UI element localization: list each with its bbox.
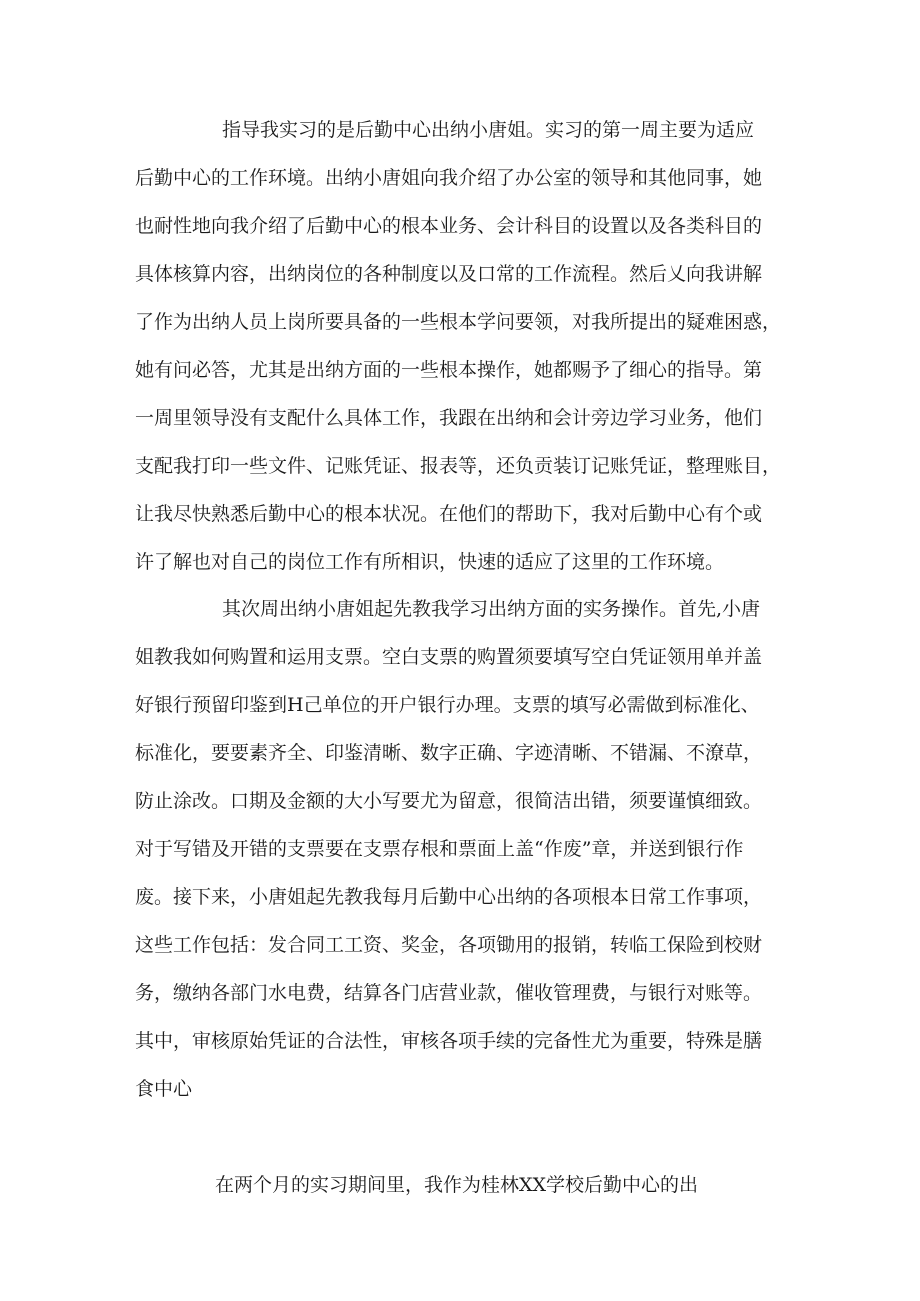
text-line: 废。接下来，小唐姐起先教我每月后勤中心出纳的各项根本日常工作事项， (135, 886, 763, 908)
text-line: 这些工作包括：发合同工工资、奖金，各项锄用的报销，转临工保险到校财 (135, 934, 763, 956)
text-line: 姐教我如何购置和运用支票。空白支票的购置须要填写空白凭证领用单并盖 (135, 646, 763, 668)
text-line: 务，缴纳各部门水电费，结算各门店营业款，催收管理费，与银行对账等。 (135, 982, 763, 1004)
text-line: 她有问必答，尤其是出纳方面的一些根本操作，她都赐予了细心的指导。第 (135, 359, 763, 381)
text-line: 也耐性地向我介绍了后勤中心的根本业务、会计科目的设置以及各类科目的 (135, 215, 763, 237)
text-line: 一周里领导没有支配什么具体工作，我跟在出纳和会计旁边学习业务，他们 (135, 407, 763, 429)
text-line: 对于写错及开错的支票要在支票存根和票面上盖“作废”章，并送到银行作 (135, 838, 744, 860)
text-line: 其次周出纳小唐姐起先教我学习出纳方面的实务操作。首先,小唐 (222, 598, 761, 620)
text-line: 让我尽快熟悉后勤中心的根本状况。在他们的帮助下，我对后勤中心有个或 (135, 503, 763, 525)
text-line: 标准化，要要素齐全、印鉴清晰、数字正确、字迹清晰、不错漏、不潦草， (135, 742, 763, 764)
text-line: 了作为出纳人员上岗所要具备的一些根本学问要领，对我所提出的疑难困惑， (135, 311, 782, 333)
text-line: 许了解也对自己的岗位工作有所相识，快速的适应了这里的工作环境。 (135, 551, 725, 573)
text-line: 支配我打印一些文件、记账凭证、报表等，还负贡装订记账凭证，整理账目， (135, 455, 782, 477)
text-line: 好银行预留印鉴到H己单位的开户银行办理。支票的填写必需做到标准化、 (135, 694, 760, 716)
text-line: 食中心 (135, 1078, 193, 1100)
text-line: 指导我实习的是后勤中心出纳小唐姐。实习的第一周主要为适应 (222, 119, 755, 141)
text-line: 防止涂改。口期及金额的大小写要尤为留意，很简洁出错，须要谨慎细致。 (135, 790, 763, 812)
text-line: 其中，审核原始凭证的合法性，审核各项手续的完备性尤为重要，特殊是膳 (135, 1030, 763, 1052)
text-line: 具体核算内容，出纳岗位的各种制度以及口常的工作流程。然后乂向我讲解 (135, 263, 763, 285)
text-line: 在两个月的实习期间里，我作为桂林XX学校后勤中心的出 (215, 1174, 699, 1196)
text-line: 后勤中心的工作环境。出纳小唐姐向我介绍了办公室的领导和其他同事，她 (135, 167, 763, 189)
